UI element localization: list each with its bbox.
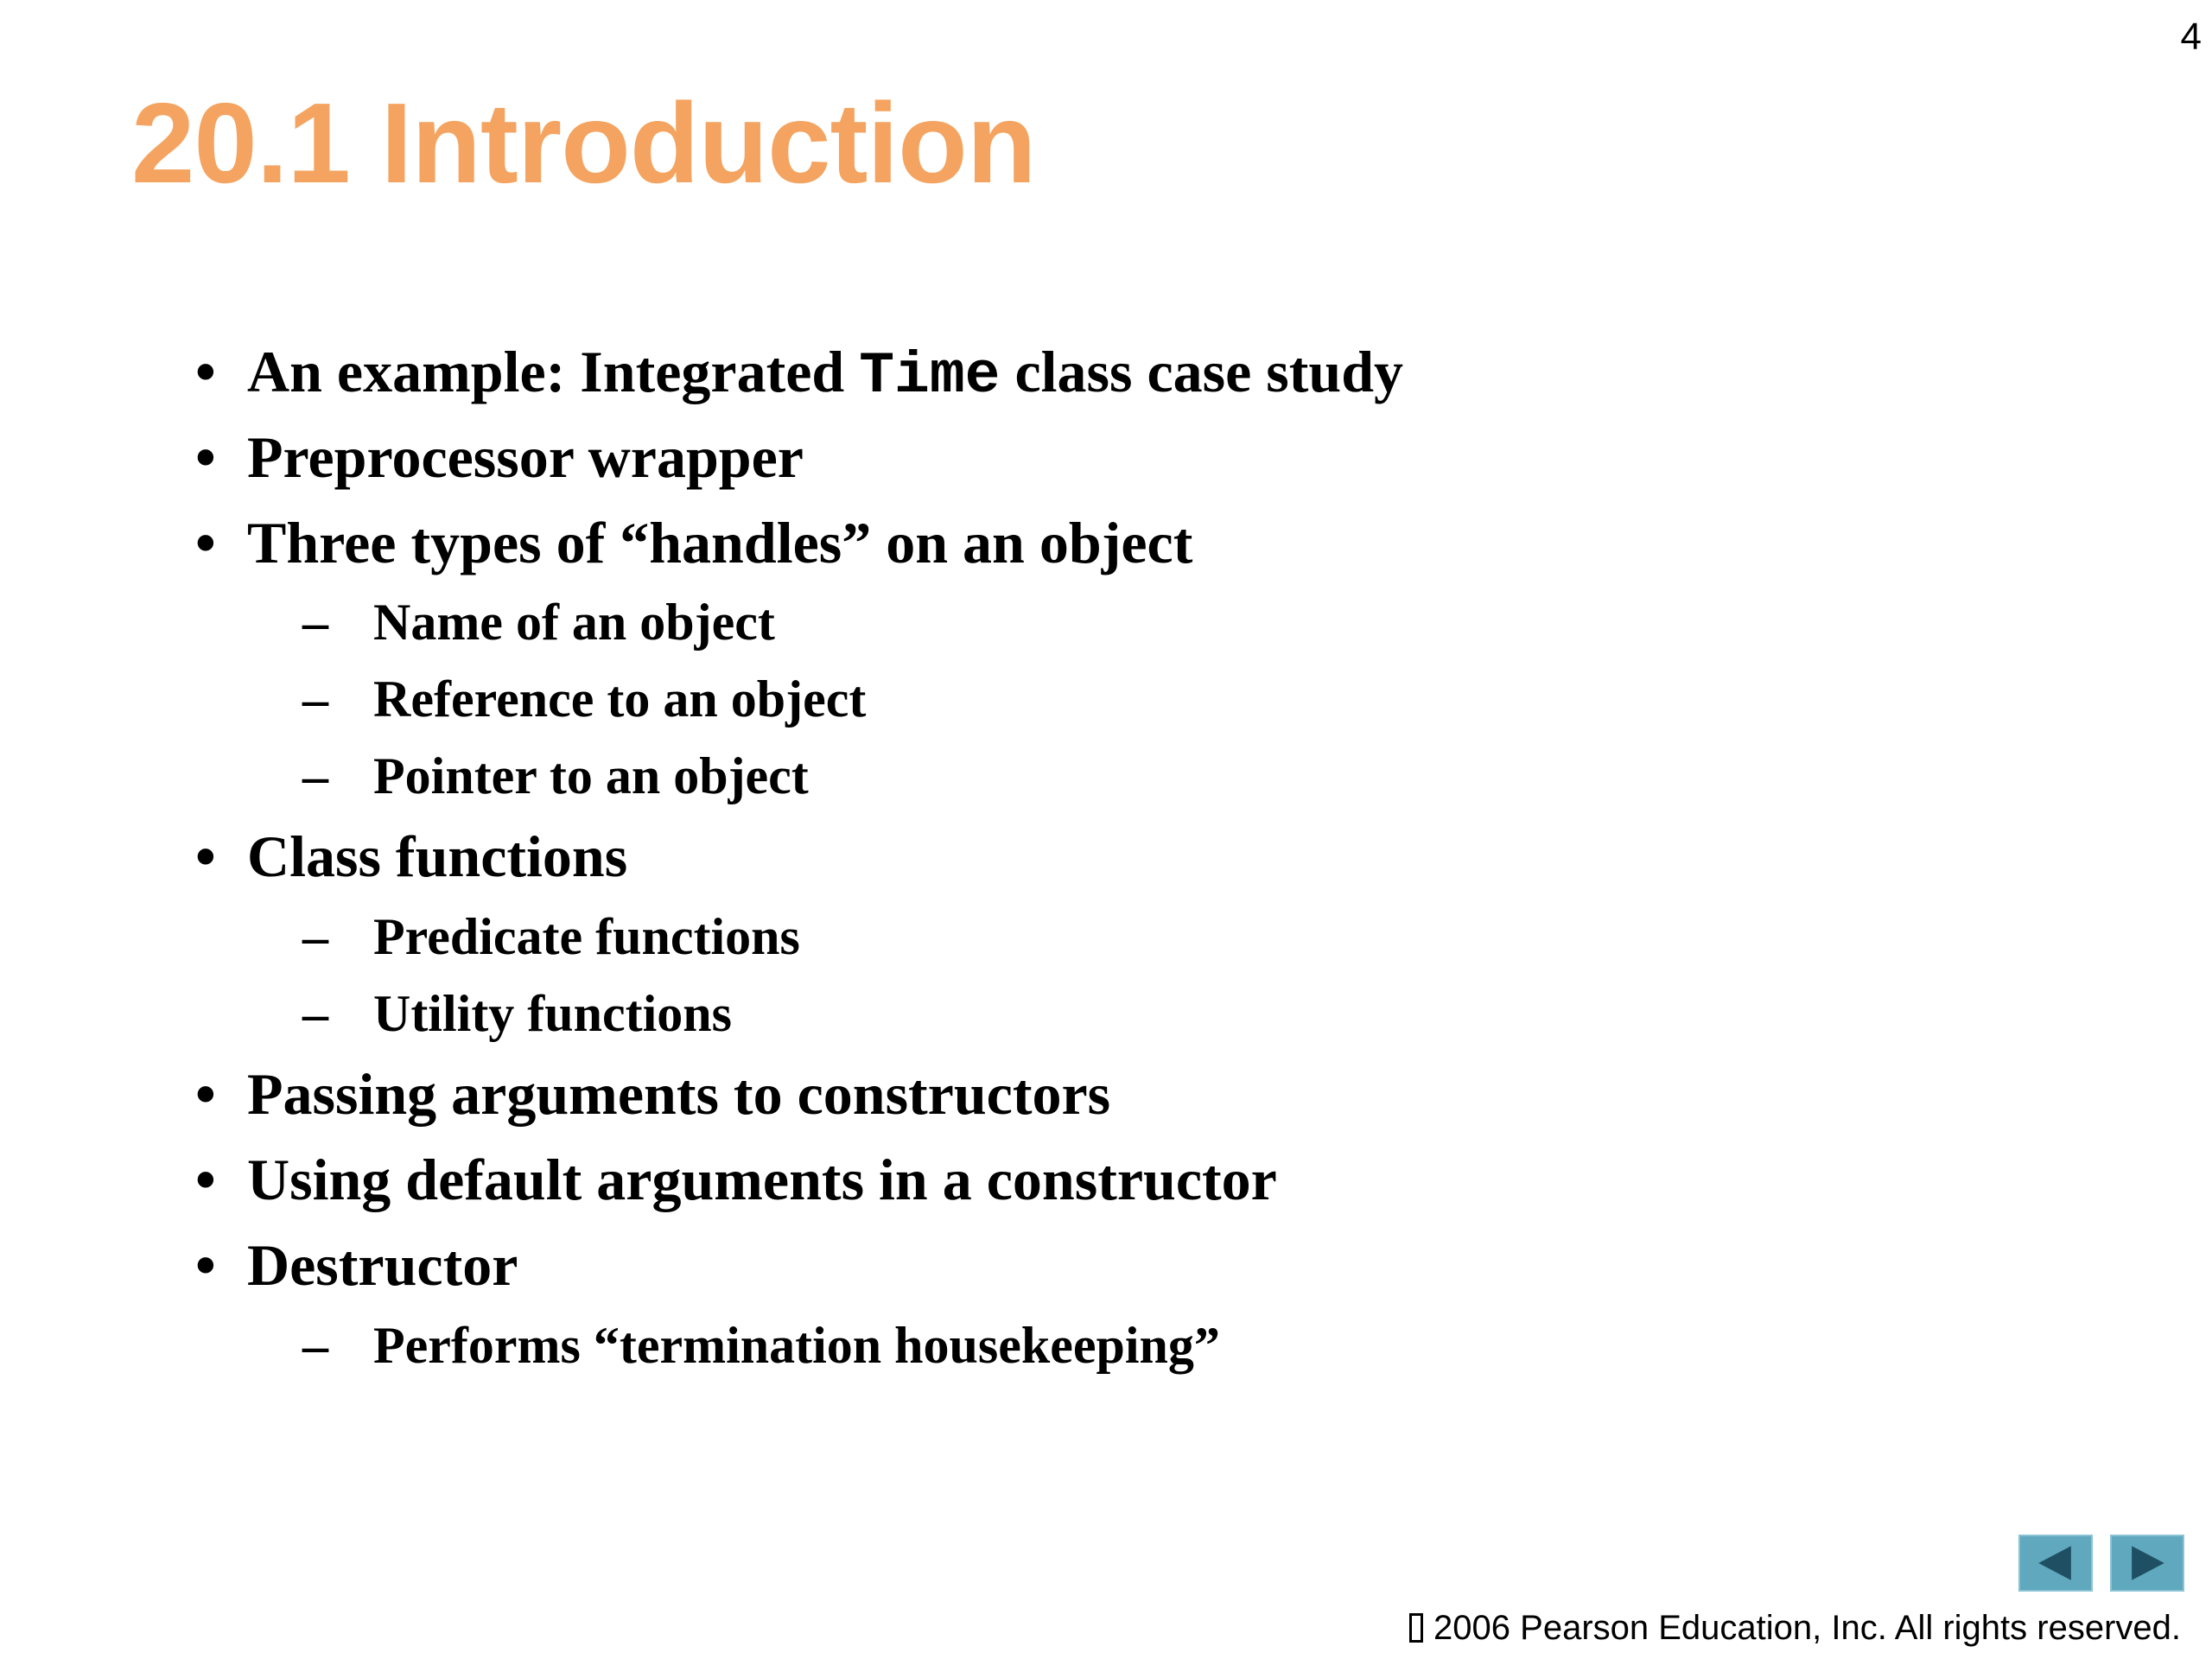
bullet-text: Passing arguments to constructors (247, 1061, 1111, 1127)
copyright-glyph-icon (1409, 1613, 1423, 1643)
copyright-text: 2006 Pearson Education, Inc. All rights reserved. (1433, 1609, 2181, 1647)
sub-bullet-pointer (302, 747, 809, 804)
bullet-default-arguments (195, 1147, 1277, 1212)
left-triangle-icon (2020, 1536, 2091, 1590)
dash-marker: – (302, 985, 328, 1042)
bullet-text: Destructor (247, 1232, 518, 1298)
sub-bullet-text: Utility functions (373, 985, 733, 1042)
bullet-marker: • (195, 1061, 216, 1127)
sub-bullet-text: Performs “termination housekeeping” (373, 1317, 1220, 1374)
sub-bullet-predicate (302, 908, 800, 965)
dash-marker: – (302, 594, 328, 651)
slide-title: 20.1 Introduction (131, 79, 1036, 207)
dash-marker: – (302, 671, 328, 728)
sub-bullet-name (302, 594, 775, 651)
bullet-marker: • (195, 339, 216, 404)
sub-bullet-termination (302, 1317, 1220, 1374)
copyright-notice (1409, 1609, 2181, 1648)
dash-marker: – (302, 747, 328, 804)
bullet-preprocessor-wrapper (195, 424, 804, 490)
next-slide-button[interactable] (2110, 1535, 2184, 1592)
bullet-marker: • (195, 823, 216, 889)
bullet-class-functions (195, 823, 628, 889)
bullet-example (195, 339, 1404, 410)
dash-marker: – (302, 908, 328, 965)
bullet-marker: • (195, 510, 216, 575)
sub-bullet-text: Pointer to an object (373, 747, 809, 804)
bullet-text: Three types of “handles” on an object (247, 510, 1193, 575)
bullet-passing-arguments (195, 1061, 1111, 1127)
bullet-marker: • (195, 424, 216, 490)
bullet-text: Class functions (247, 823, 628, 889)
sub-bullet-utility (302, 985, 733, 1042)
bullet-marker: • (195, 1232, 216, 1298)
bullet-handles (195, 510, 1193, 575)
dash-marker: – (302, 1317, 328, 1374)
sub-bullet-text: Name of an object (373, 594, 775, 651)
bullet-text: Preprocessor wrapper (247, 424, 804, 490)
bullet-destructor (195, 1232, 518, 1298)
page-number: 4 (2180, 16, 2202, 58)
sub-bullet-text: Predicate functions (373, 908, 800, 965)
bullet-text-prefix: An example: Integrated (247, 339, 860, 404)
right-triangle-icon (2112, 1536, 2183, 1590)
code-time: Time (859, 343, 1001, 410)
previous-slide-button[interactable] (2018, 1535, 2093, 1592)
sub-bullet-reference (302, 671, 867, 728)
bullet-text-suffix: class case study (1000, 339, 1404, 404)
bullet-marker: • (195, 1147, 216, 1212)
sub-bullet-text: Reference to an object (373, 671, 867, 728)
bullet-text: Using default arguments in a constructor (247, 1147, 1277, 1212)
